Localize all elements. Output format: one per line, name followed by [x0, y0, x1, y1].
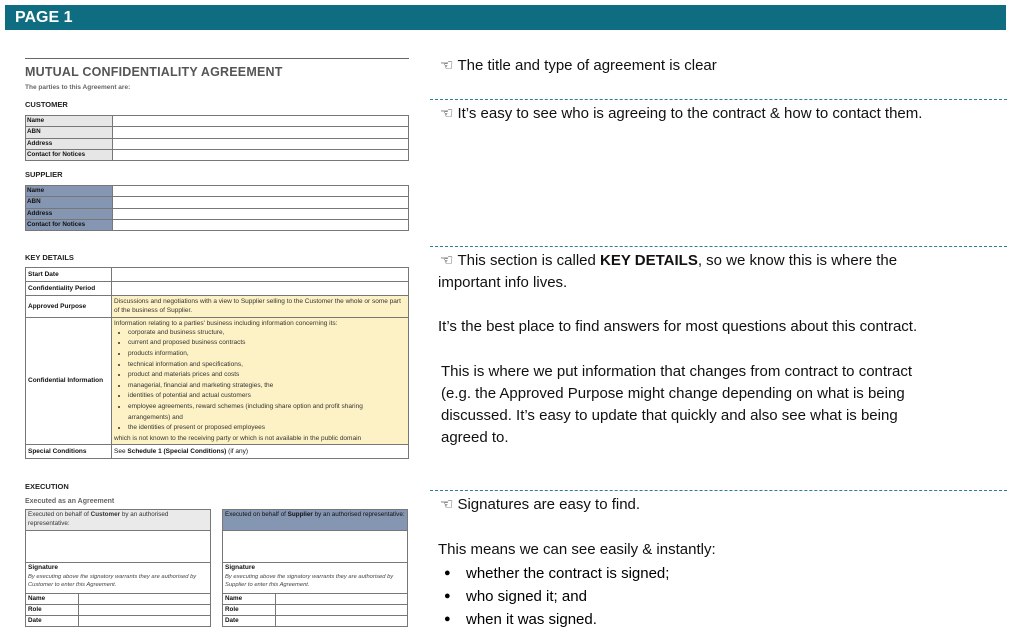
supplier-exec-header: Executed on behalf of Supplier by an authorised representative:: [223, 510, 407, 531]
field-label: Name: [26, 186, 113, 197]
customer-table: [25, 115, 409, 161]
changes-line-2: (e.g. the Approved Purpose might change depending on what is being: [441, 385, 905, 402]
start-date-value: [112, 268, 409, 282]
field-label: Contact for Notices: [26, 219, 113, 230]
field-label: ABN: [26, 127, 113, 138]
field-label: Date: [26, 616, 79, 627]
supplier-signature-label: Signature By executing above the signatory warrants they are authorised by Supplier to enter this Agreement.: [225, 564, 394, 588]
confidential-info-value: [112, 317, 409, 445]
field-value: [113, 208, 409, 219]
table-row: [223, 616, 407, 627]
pointing-hand-icon: ☜: [440, 57, 454, 74]
confidentiality-period-label: Confidentiality Period: [26, 282, 112, 296]
table-row: [26, 605, 210, 616]
field-value: [276, 616, 408, 627]
field-value: [113, 219, 409, 230]
field-label: Role: [223, 605, 276, 616]
confidential-info-intro: Information relating to a parties' business including information concerning its:: [114, 319, 338, 327]
supplier-signature-area: [223, 531, 407, 563]
section-divider: [430, 490, 1007, 491]
field-value: [113, 138, 409, 149]
field-label: Contact for Notices: [26, 149, 113, 160]
table-row: [26, 197, 409, 208]
customer-signature-label: Signature By executing above the signatory warrants they are authorised by Customer to enter this Agreement.: [28, 564, 197, 588]
table-row: [26, 149, 409, 160]
field-label: Role: [26, 605, 79, 616]
pointing-hand-icon: ☜: [440, 496, 454, 513]
table-row: [26, 138, 409, 149]
executed-as: Executed as an Agreement: [25, 498, 115, 505]
table-row: [26, 186, 409, 197]
field-value: [113, 149, 409, 160]
page-header: [5, 5, 1006, 30]
title-note: ☜ The title and type of agreement is clear: [440, 55, 717, 78]
means-intro: This means we can see easily & instantly:: [438, 541, 716, 558]
confidential-info-list: [114, 328, 406, 434]
list-item: • identities of potential and actual customers: [128, 391, 406, 402]
see-text: See: [114, 448, 126, 456]
supplier-table: [25, 185, 409, 231]
parties-intro: The parties to this Agreement are:: [25, 84, 131, 91]
parties-note: ☜ It’s easy to see who is agreeing to the contract & how to contact them.: [440, 103, 922, 126]
table-row: [223, 594, 407, 605]
signature-benefits-list: [438, 562, 669, 631]
field-label: Name: [26, 594, 79, 605]
list-item: • the identities of present or proposed employees: [128, 423, 406, 434]
start-date-label: Start Date: [26, 268, 112, 282]
signatures-note: ☜ Signatures are easy to find.: [440, 494, 640, 517]
field-value: [79, 594, 211, 605]
field-label: Name: [26, 116, 113, 127]
customer-execution-block: [25, 509, 211, 627]
field-value: [113, 127, 409, 138]
table-row: [26, 296, 409, 318]
approved-purpose-value: Discussions and negotiations with a view to Supplier selling to the Customer the whole or some part of the business of Supplier.: [112, 296, 409, 318]
list-item: • product and materials prices and costs: [128, 370, 406, 381]
if-any-text: (if any): [228, 448, 249, 456]
list-item: ● who signed it; and: [438, 585, 669, 608]
table-row: [26, 219, 409, 230]
customer-signatory-table: [26, 593, 210, 626]
table-row: [26, 282, 409, 296]
list-item: • technical information and specifications,: [128, 360, 406, 371]
field-label: Address: [26, 208, 113, 219]
section-divider: [430, 99, 1007, 100]
customer-exec-header: Executed on behalf of Customer by an authorised representative:: [26, 510, 210, 531]
agreement-title: MUTUAL CONFIDENTIALITY AGREEMENT: [25, 65, 283, 79]
special-conditions-value: [112, 445, 409, 459]
table-row: [26, 127, 409, 138]
changes-line-4: agreed to.: [441, 429, 509, 446]
table-row: [26, 445, 409, 459]
list-item: • current and proposed business contracts: [128, 338, 406, 349]
table-row: [26, 116, 409, 127]
pointing-hand-icon: ☜: [440, 105, 454, 122]
key-details-table: [25, 267, 409, 459]
confidentiality-period-value: [112, 282, 409, 296]
changes-line-1: This is where we put information that changes from contract to contract: [441, 363, 913, 380]
pointing-hand-icon: ☜: [440, 252, 454, 269]
customer-heading: CUSTOMER: [25, 100, 68, 109]
list-item: • corporate and business structure,: [128, 328, 406, 339]
field-label: Address: [26, 138, 113, 149]
supplier-signatory-table: [223, 593, 407, 626]
field-value: [113, 197, 409, 208]
field-value: [276, 605, 408, 616]
field-value: [113, 116, 409, 127]
customer-signature-area: [26, 531, 210, 563]
table-row: [26, 208, 409, 219]
execution-heading: EXECUTION: [25, 482, 69, 491]
list-item: ● whether the contract is signed;: [438, 562, 669, 585]
confidential-info-outro: which is not known to the receiving party or which is not available in the public domain: [114, 434, 362, 442]
field-value: [79, 616, 211, 627]
field-label: Name: [223, 594, 276, 605]
page-title: PAGE 1: [15, 9, 73, 26]
key-details-heading: KEY DETAILS: [25, 253, 74, 262]
field-value: [113, 186, 409, 197]
supplier-heading: SUPPLIER: [25, 170, 63, 179]
table-row: [26, 268, 409, 282]
section-divider: [430, 246, 1007, 247]
best-place-note: It’s the best place to find answers for most questions about this contract.: [438, 318, 918, 335]
key-details-note: ☜ This section is called KEY DETAILS, so we know this is where the: [440, 250, 897, 273]
approved-purpose-label: Approved Purpose: [26, 296, 112, 318]
field-label: ABN: [26, 197, 113, 208]
confidential-info-label: Confidential Information: [26, 317, 112, 445]
field-value: [276, 594, 408, 605]
table-row: [223, 605, 407, 616]
special-conditions-label: Special Conditions: [26, 445, 112, 459]
list-item: • employee agreements, reward schemes (including share option and profit sharing arrangements) and: [128, 402, 406, 423]
title-rule: [25, 58, 409, 59]
table-row: [26, 616, 210, 627]
changes-line-3: discussed. It’s easy to update that quickly and also see what is being: [441, 407, 898, 424]
supplier-execution-block: [222, 509, 408, 627]
field-label: Date: [223, 616, 276, 627]
key-details-note-line2: important info lives.: [438, 274, 568, 291]
list-item: ● when it was signed.: [438, 608, 669, 631]
table-row: [26, 317, 409, 445]
schedule-link-text: Schedule 1 (Special Conditions): [127, 448, 227, 456]
list-item: • managerial, financial and marketing strategies, the: [128, 381, 406, 392]
table-row: [26, 594, 210, 605]
list-item: • products information,: [128, 349, 406, 360]
field-value: [79, 605, 211, 616]
